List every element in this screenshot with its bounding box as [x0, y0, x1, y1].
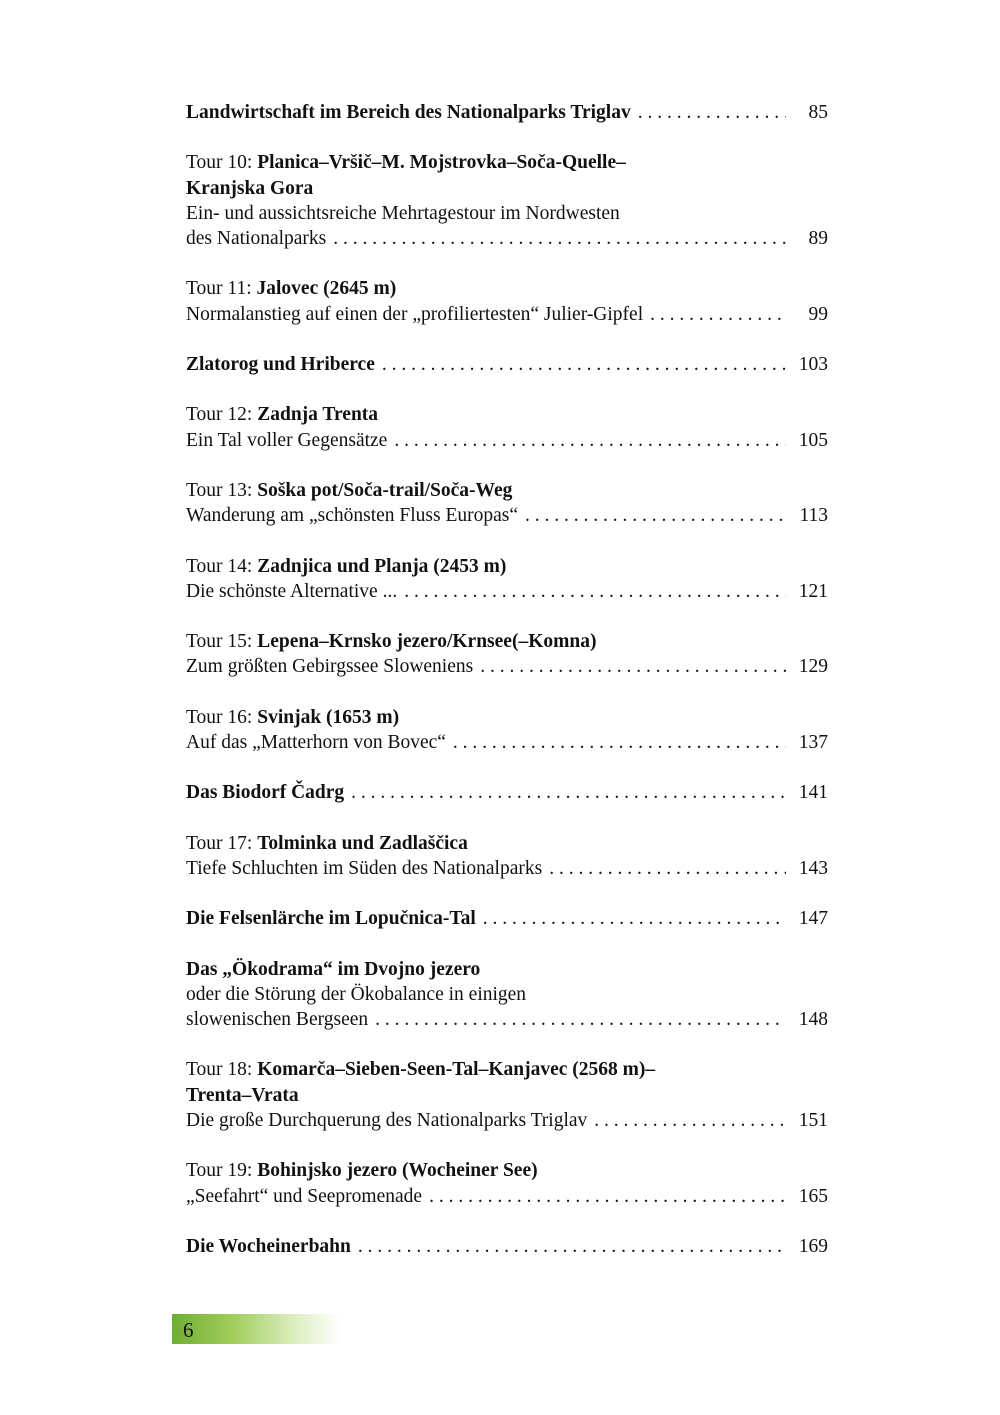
toc-line: [186, 1108, 828, 1133]
toc-line: [186, 1158, 828, 1183]
toc-page-number: 148: [798, 1009, 828, 1031]
toc-entry: [186, 705, 828, 756]
tour-prefix: Tour 18:: [186, 1059, 258, 1081]
toc-title: Lepena–Krnsko jezero/Krnsee(–Komna): [257, 631, 597, 653]
toc-entry: [186, 100, 828, 125]
toc-page-number: 105: [798, 429, 828, 451]
dot-leader: [404, 579, 786, 604]
toc-line: [186, 856, 828, 881]
toc-line: [186, 780, 828, 805]
toc-line: [186, 201, 828, 226]
dot-leader: [394, 428, 786, 453]
dot-leader: [594, 1108, 786, 1133]
toc-entry: [186, 957, 828, 1033]
toc-subtitle: „Seefahrt“ und Seepromenade: [186, 1185, 423, 1207]
tour-prefix: Tour 16:: [186, 706, 258, 728]
toc-page-number: 169: [798, 1235, 828, 1257]
toc-page-number: 85: [808, 102, 828, 123]
tour-prefix: Tour 14:: [186, 555, 258, 577]
toc-line: [186, 982, 828, 1007]
dot-leader: [483, 906, 786, 931]
toc-page-number: 141: [798, 782, 828, 804]
tour-prefix: Tour 11:: [186, 278, 257, 300]
toc-entry: [186, 780, 828, 805]
toc-title: Trenta–Vrata: [186, 1084, 299, 1106]
toc-line: [186, 1007, 828, 1032]
toc-subtitle: oder die Störung der Ökobalance in einigen: [186, 983, 527, 1005]
toc-subtitle: Auf das „Matterhorn von Bovec“: [186, 732, 446, 754]
toc-entry: [186, 831, 828, 882]
toc-title: Soška pot/Soča-trail/Soča-Weg: [257, 479, 513, 501]
toc-title: Komarča–Sieben-Seen-Tal–Kanjavec (2568 m)–: [257, 1059, 656, 1081]
dot-leader: [382, 352, 786, 377]
toc-title: Svinjak (1653 m): [257, 706, 400, 728]
table-of-contents: [186, 100, 828, 1284]
toc-entry: [186, 629, 828, 680]
toc-title: Jalovec (2645 m): [256, 278, 397, 300]
dot-leader: [333, 226, 786, 251]
toc-page-number: 99: [808, 303, 828, 325]
page-number: 6: [183, 1318, 194, 1342]
toc-entry: [186, 1234, 828, 1259]
toc-title: Landwirtschaft im Bereich des Nationalparks Triglav: [186, 102, 631, 123]
toc-line: [186, 150, 828, 175]
toc-page-number: 129: [798, 656, 828, 678]
toc-title: Zadnja Trenta: [257, 404, 379, 426]
toc-line: [186, 1184, 828, 1209]
dot-leader: [351, 780, 786, 805]
toc-subtitle: Die schönste Alternative ...: [186, 580, 398, 602]
dot-leader: [650, 302, 786, 327]
toc-line: [186, 226, 828, 251]
toc-entry: [186, 478, 828, 529]
toc-line: [186, 831, 828, 856]
toc-page-number: 165: [798, 1185, 828, 1207]
toc-page-number: 147: [798, 908, 828, 930]
toc-page-number: 103: [798, 354, 828, 376]
toc-subtitle: Ein Tal voller Gegensätze: [186, 429, 388, 451]
toc-title: Das „Ökodrama“ im Dvojno jezero: [186, 958, 481, 980]
toc-title: Die Wocheinerbahn: [186, 1235, 351, 1257]
toc-title: Kranjska Gora: [186, 177, 314, 199]
tour-prefix: Tour 13:: [186, 479, 258, 501]
toc-entry: [186, 402, 828, 453]
toc-line: [186, 730, 828, 755]
dot-leader: [429, 1184, 786, 1209]
toc-line: [186, 1057, 828, 1082]
dot-leader: [375, 1007, 786, 1032]
dot-leader: [358, 1234, 786, 1259]
toc-page-number: 121: [798, 580, 828, 602]
toc-page-number: 151: [798, 1110, 828, 1132]
toc-page-number: 137: [798, 732, 828, 754]
toc-title: Tolminka und Zadlaščica: [257, 832, 468, 854]
toc-line: [186, 352, 828, 377]
toc-page-number: 143: [798, 857, 828, 879]
toc-entry: [186, 150, 828, 251]
dot-leader: [453, 730, 786, 755]
dot-leader: [525, 503, 786, 528]
toc-entry: [186, 352, 828, 377]
tour-prefix: Tour 10:: [186, 152, 258, 174]
toc-line: [186, 629, 828, 654]
toc-page-number: 113: [799, 505, 828, 527]
tour-prefix: Tour 17:: [186, 832, 258, 854]
toc-title: Planica–Vršič–M. Mojstrovka–Soča-Quelle–: [257, 152, 626, 174]
toc-line: [186, 176, 828, 201]
toc-entry: [186, 276, 828, 327]
tour-prefix: Tour 15:: [186, 631, 258, 653]
toc-title: Das Biodorf Čadrg: [186, 782, 345, 804]
page-number-bar: [172, 1314, 340, 1344]
toc-title: Zadnjica und Planja (2453 m): [257, 555, 507, 577]
toc-line: [186, 906, 828, 931]
toc-line: [186, 957, 828, 982]
toc-subtitle: Tiefe Schluchten im Süden des Nationalparks: [186, 857, 543, 879]
toc-title: Zlatorog und Hriberce: [186, 354, 375, 376]
toc-subtitle: Wanderung am „schönsten Fluss Europas“: [186, 505, 519, 527]
toc-subtitle: des Nationalparks: [186, 228, 327, 250]
toc-line: [186, 554, 828, 579]
toc-entry: [186, 554, 828, 605]
toc-line: [186, 100, 828, 125]
toc-line: [186, 402, 828, 427]
toc-line: [186, 705, 828, 730]
toc-line: [186, 428, 828, 453]
toc-title: Bohinjsko jezero (Wocheiner See): [257, 1160, 538, 1182]
toc-subtitle: Normalanstieg auf einen der „profiliertesten“ Julier-Gipfel: [186, 303, 644, 325]
tour-prefix: Tour 12:: [186, 404, 258, 426]
toc-subtitle: Zum größten Gebirgssee Sloweniens: [186, 656, 474, 678]
toc-subtitle: Ein- und aussichtsreiche Mehrtagestour im Nordwesten: [186, 202, 620, 224]
toc-line: [186, 1083, 828, 1108]
toc-line: [186, 276, 828, 301]
toc-line: [186, 302, 828, 327]
toc-line: [186, 503, 828, 528]
toc-entry: [186, 1158, 828, 1209]
toc-entry: [186, 906, 828, 931]
toc-title: Die Felsenlärche im Lopučnica-Tal: [186, 908, 476, 930]
toc-subtitle: Die große Durchquerung des Nationalparks Triglav: [186, 1110, 588, 1132]
toc-entry: [186, 1057, 828, 1133]
toc-line: [186, 478, 828, 503]
toc-page-number: 89: [808, 228, 828, 250]
dot-leader: [480, 654, 786, 679]
toc-line: [186, 1234, 828, 1259]
toc-line: [186, 654, 828, 679]
dot-leader: [549, 856, 786, 881]
dot-leader: [638, 100, 786, 125]
toc-line: [186, 579, 828, 604]
tour-prefix: Tour 19:: [186, 1160, 258, 1182]
toc-subtitle: slowenischen Bergseen: [186, 1009, 369, 1031]
